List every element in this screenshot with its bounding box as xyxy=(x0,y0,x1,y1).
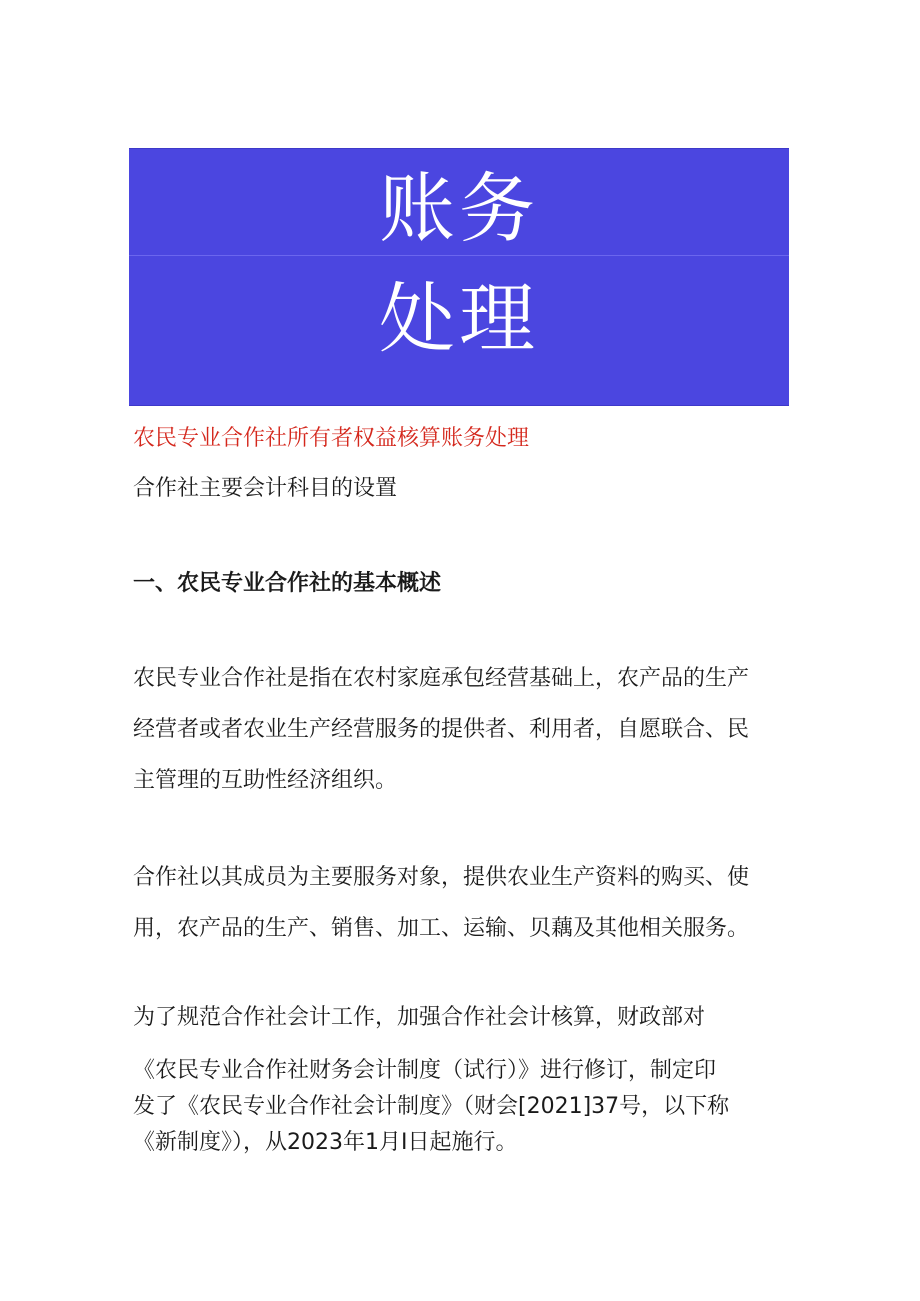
paragraph-line: 《农民专业合作社财务会计制度（试行）》进行修订，制定印 xyxy=(133,1058,717,1083)
paragraph-line: 经营者或者农业生产经营服务的提供者、利用者，自愿联合、民 xyxy=(133,717,750,742)
paragraph-line: 《新制度》），从2023年1月I日起施行。 xyxy=(133,1130,518,1155)
paragraph-line: 主管理的互助性经济组织。 xyxy=(133,768,398,793)
banner-title-line-2: 处理 xyxy=(379,274,539,363)
paragraph-line: 农民专业合作社是指在农村家庭承包经营基础上，农产品的生产 xyxy=(133,666,750,691)
banner-divider xyxy=(129,255,789,256)
paragraph-services xyxy=(133,852,793,954)
paragraph-regulation xyxy=(133,1053,729,1161)
title-banner xyxy=(129,148,789,406)
paragraph-definition xyxy=(133,653,793,806)
paragraph-line: 发了《农民专业合作社会计制度》（财会[2021]37号，以下称 xyxy=(133,1094,730,1119)
paragraph-line: 用，农产品的生产、销售、加工、运输、贝藕及其他相关服务。 xyxy=(133,916,750,941)
paragraph-regulation-intro: 为了规范合作社会计工作，加强合作社会计核算，财政部对 xyxy=(133,1005,706,1030)
document-title: 农民专业合作社所有者权益核算账务处理 xyxy=(133,426,530,451)
document-subtitle: 合作社主要会计科目的设置 xyxy=(133,476,398,501)
paragraph-line: 合作社以其成员为主要服务对象，提供农业生产资料的购买、使 xyxy=(133,865,750,890)
banner-title-line-1: 账务 xyxy=(379,164,539,253)
section-heading: 一、农民专业合作社的基本概述 xyxy=(133,571,442,596)
